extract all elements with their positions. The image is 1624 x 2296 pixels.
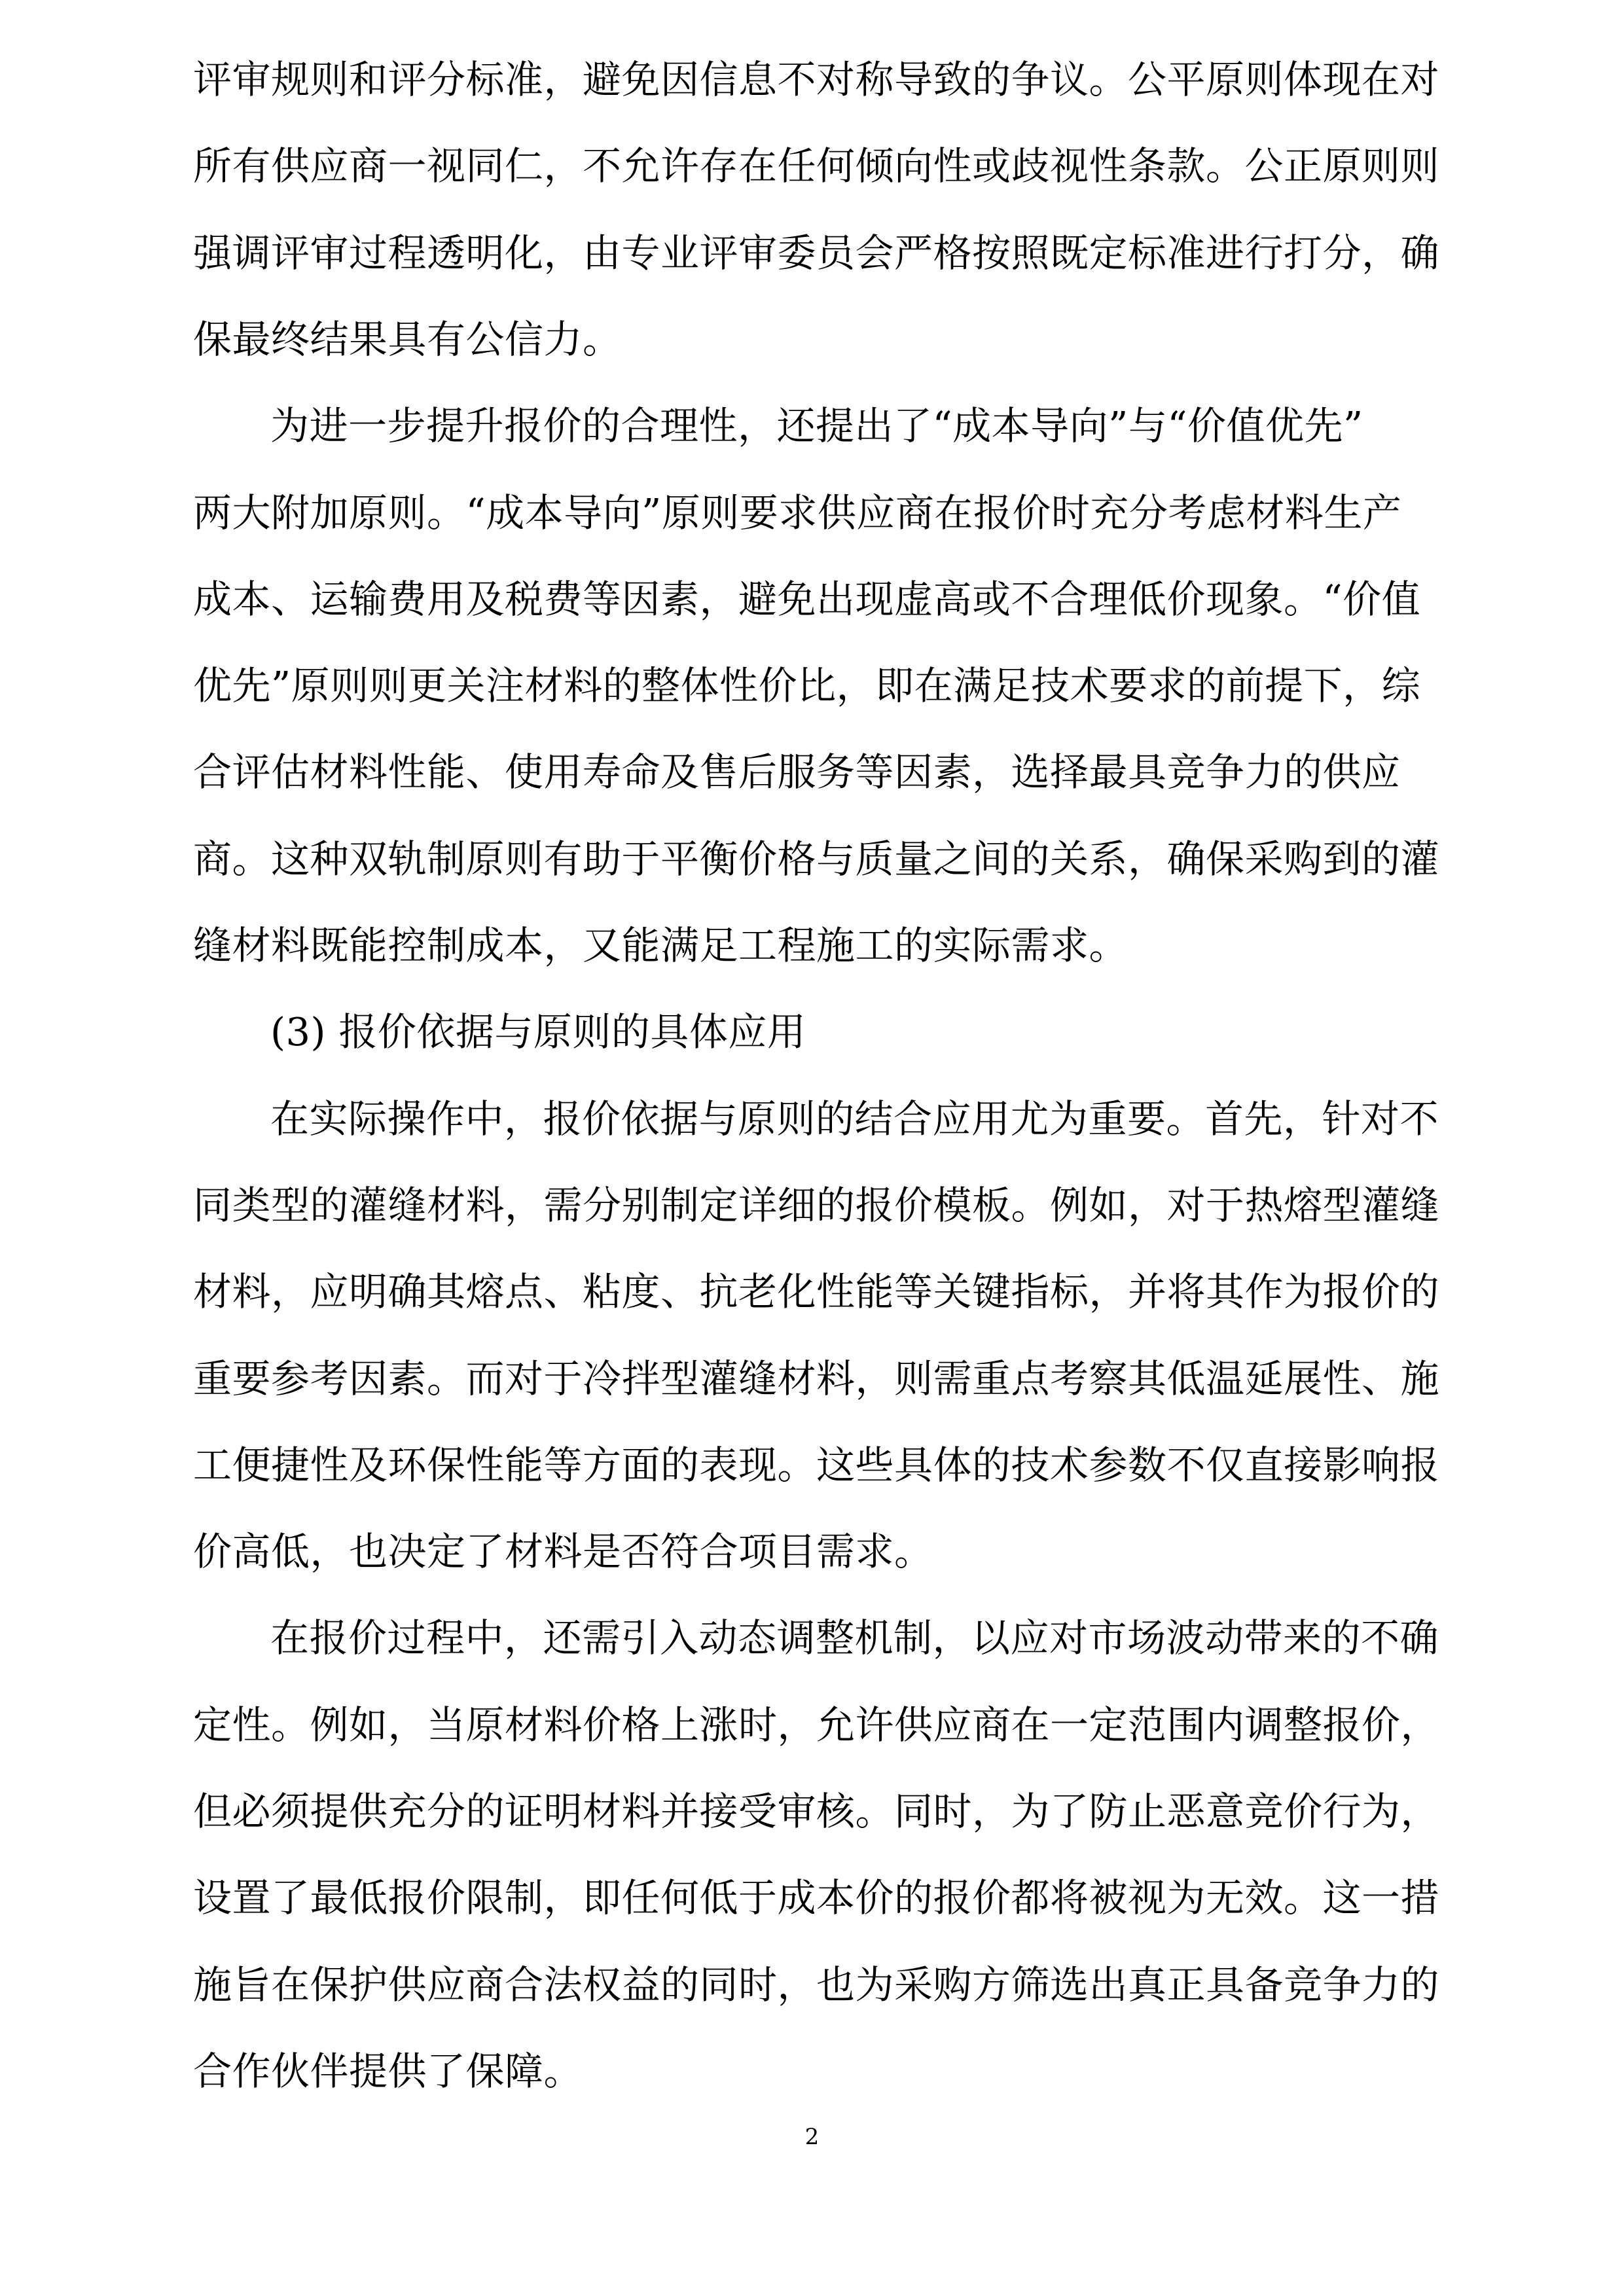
text-line: 优先”原则则更关注材料的整体性价比，即在满足技术要求的前提下，综 [193,663,1421,708]
text-line: 施旨在保护供应商合法权益的同时，也为采购方筛选出真正具备竞争力的 [193,1962,1440,2007]
text-line: 商。这种双轨制原则有助于平衡价格与质量之间的关系，确保采购到的灌 [193,836,1440,882]
text-line: 合作伙伴提供了保障。 [193,2049,583,2094]
text-line: 在实际操作中，报价依据与原则的结合应用尤为重要。首先，针对不 [270,1096,1439,1141]
text-line: 但必须提供充分的证明材料并接受审核。同时，为了防止恶意竞价行为， [193,1789,1440,1834]
section-heading: (3) 报价依据与原则的具体应用 [270,1009,806,1054]
text-line: 为进一步提升报价的合理性，还提出了“成本导向”与“价值优先” [270,403,1363,448]
text-line: 定性。例如，当原材料价格上涨时，允许供应商在一定范围内调整报价， [193,1702,1440,1748]
text-line: 工便捷性及环保性能等方面的表现。这些具体的技术参数不仅直接影响报 [193,1443,1440,1488]
text-line: 在报价过程中，还需引入动态调整机制，以应对市场波动带来的不确 [270,1615,1439,1660]
text-line: 缝材料既能控制成本，又能满足工程施工的实际需求。 [193,923,1128,968]
text-line: 材料，应明确其熔点、粘度、抗老化性能等关键指标，并将其作为报价的 [193,1269,1440,1314]
text-line: 重要参考因素。而对于冷拌型灌缝材料，则需重点考察其低温延展性、施 [193,1356,1440,1401]
page-number: 2 [804,2124,820,2150]
text-line: 合评估材料性能、使用寿命及售后服务等因素，选择最具竞争力的供应 [193,749,1401,795]
text-line: 设置了最低报价限制，即任何低于成本价的报价都将被视为无效。这一措 [193,1875,1440,1920]
text-line: 成本、运输费用及税费等因素，避免出现虚高或不合理低价现象。“价值 [193,577,1421,622]
text-line: 同类型的灌缝材料，需分别制定详细的报价模板。例如，对于热熔型灌缝 [193,1183,1440,1228]
text-line: 两大附加原则。“成本导向”原则要求供应商在报价时充分考虑材料生产 [193,490,1402,535]
text-line: 所有供应商一视同仁，不允许存在任何倾向性或歧视性条款。公正原则则 [193,143,1440,188]
text-line: 强调评审过程透明化，由专业评审委员会严格按照既定标准进行打分，确 [193,230,1440,276]
text-line: 评审规则和评分标准，避免因信息不对称导致的争议。公平原则体现在对 [193,57,1440,102]
text-line: 价高低，也决定了材料是否符合项目需求。 [193,1529,933,1574]
text-line: 保最终结果具有公信力。 [193,317,622,362]
